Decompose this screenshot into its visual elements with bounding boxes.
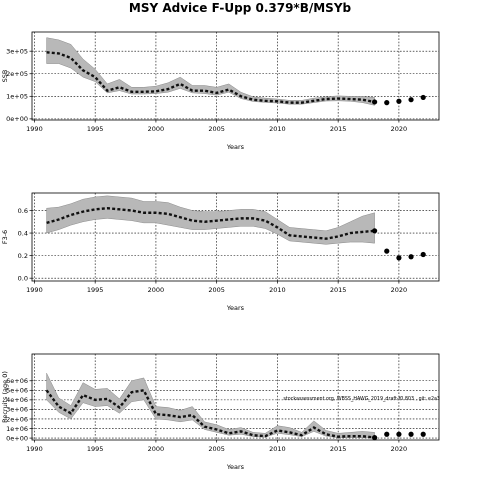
ssb-forecast-point bbox=[421, 95, 426, 100]
recruits-xtick-label: 1995 bbox=[86, 445, 104, 453]
recruits-forecast-point bbox=[384, 432, 389, 437]
ssb-xlabel: Years bbox=[226, 143, 245, 151]
ssb-xtick-label: 2010 bbox=[269, 125, 286, 133]
recruits-xtick-label: 2000 bbox=[147, 445, 165, 453]
recruits-ytick-label: 0e+00 bbox=[6, 434, 28, 443]
recruits-ytick-label: 6e+06 bbox=[6, 377, 28, 386]
ssb-ytick-label: 2e+05 bbox=[6, 70, 28, 79]
ssb-forecast-point bbox=[372, 99, 377, 104]
ssb-xtick-label: 2000 bbox=[147, 125, 165, 133]
panel-ssb bbox=[1, 32, 439, 151]
panel-f bbox=[1, 193, 439, 312]
ssb-ytick-label: 3e+05 bbox=[6, 47, 28, 56]
f-xtick-label: 1990 bbox=[26, 286, 43, 294]
recruits-ytick-label: 4e+06 bbox=[6, 396, 28, 405]
f-xtick-label: 2010 bbox=[269, 286, 286, 294]
f-ytick-label: 0.2 bbox=[17, 251, 28, 260]
f-xtick-label: 2000 bbox=[147, 286, 165, 294]
ssb-forecast-point bbox=[396, 99, 401, 104]
ssb-ylabel: SSB bbox=[1, 69, 9, 83]
f-ytick-label: 0.6 bbox=[17, 206, 28, 215]
figure-title: MSY Advice F-Upp 0.379*B/MSYb bbox=[128, 1, 352, 15]
recruits-ytick-label: 5e+06 bbox=[6, 386, 28, 395]
recruits-xtick-label: 2020 bbox=[390, 445, 408, 453]
ssb-ytick-label: 1e+05 bbox=[6, 92, 28, 101]
f-ylabel: F3-6 bbox=[1, 229, 9, 245]
panels bbox=[1, 32, 440, 471]
recruits-forecast-point bbox=[408, 432, 413, 437]
ssb-ytick-label: 0e+00 bbox=[6, 115, 28, 124]
f-ytick-label: 0.0 bbox=[17, 274, 28, 283]
watermark-note: stockassessment.org, WBSS_HAWG_2019_draft-f0.803 , git: e2a3 bbox=[283, 397, 440, 402]
ssb-xtick-label: 1995 bbox=[86, 125, 104, 133]
ssb-forecast-point bbox=[408, 97, 413, 102]
ssb-xtick-label: 1990 bbox=[26, 125, 43, 133]
recruits-xtick-label: 1990 bbox=[26, 445, 43, 453]
f-forecast-point bbox=[372, 228, 377, 233]
recruits-ytick-label: 3e+06 bbox=[6, 405, 28, 414]
f-forecast-point bbox=[408, 254, 413, 259]
f-forecast-point bbox=[421, 252, 426, 257]
ssb-forecast-point bbox=[384, 100, 389, 105]
recruits-forecast-point bbox=[396, 432, 401, 437]
ssb-xtick-label: 2015 bbox=[329, 125, 347, 133]
f-xtick-label: 2005 bbox=[208, 286, 225, 294]
f-xtick-label: 2015 bbox=[329, 286, 347, 294]
ssb-xtick-label: 2005 bbox=[208, 125, 225, 133]
f-forecast-point bbox=[396, 255, 401, 260]
recruits-ytick-label: 2e+06 bbox=[6, 415, 28, 424]
recruits-xlabel: Years bbox=[226, 463, 245, 471]
panel-recruits bbox=[1, 354, 439, 471]
recruits-ytick-label: 1e+06 bbox=[6, 424, 28, 433]
ssb-confidence-band bbox=[47, 38, 375, 106]
f-forecast-point bbox=[384, 249, 389, 254]
recruits-forecast-point bbox=[372, 435, 377, 440]
recruits-xtick-label: 2010 bbox=[269, 445, 286, 453]
recruits-ylabel: Recruits (age 0) bbox=[1, 371, 9, 423]
f-xtick-label: 1995 bbox=[86, 286, 104, 294]
f-xtick-label: 2020 bbox=[390, 286, 408, 294]
f-xlabel: Years bbox=[226, 304, 245, 312]
recruits-xtick-label: 2015 bbox=[329, 445, 347, 453]
recruits-forecast-point bbox=[421, 432, 426, 437]
recruits-xtick-label: 2005 bbox=[208, 445, 225, 453]
f-ytick-label: 0.4 bbox=[17, 229, 28, 238]
ssb-xtick-label: 2020 bbox=[390, 125, 408, 133]
